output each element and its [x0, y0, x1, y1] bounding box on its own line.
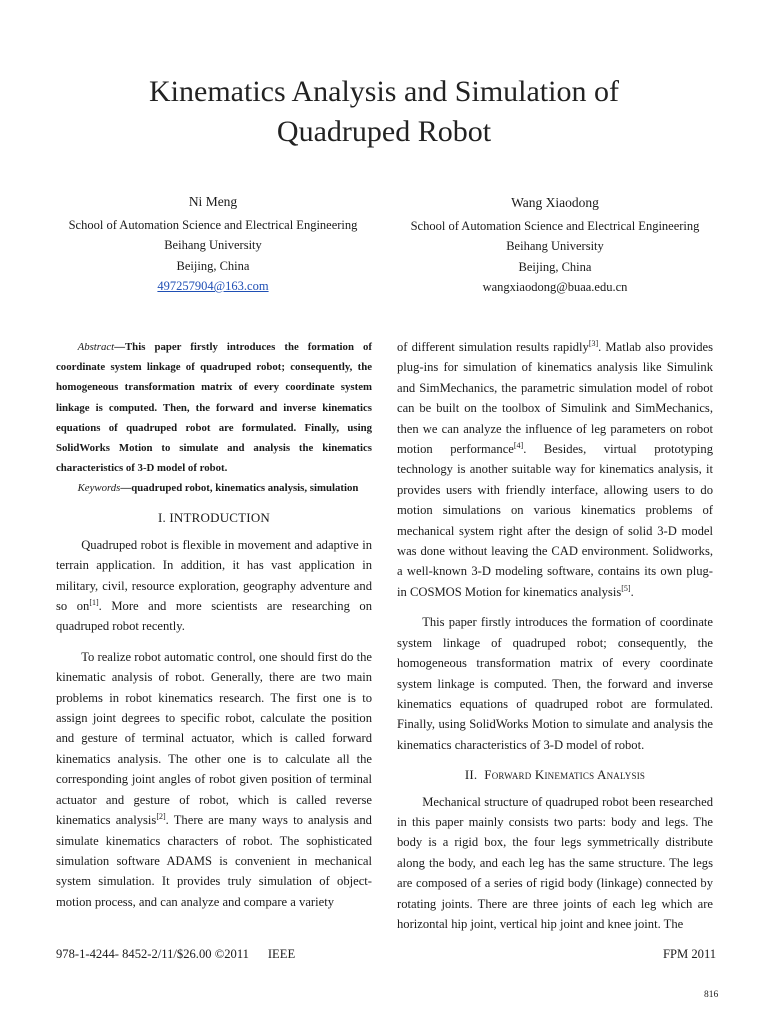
author-email: wangxiaodong@buaa.edu.cn [482, 280, 628, 294]
citation-ref: [3] [588, 338, 599, 348]
abstract-dash: — [114, 341, 125, 353]
citation-ref: [4] [513, 440, 524, 450]
paragraph-intro-4: This paper firstly introduces the formation of coordinate system linkage of quadruped robot; consequently, the homogeneous transformation matrix of every coordinate system linkage is computed. Then, the forward and inverse kinematics equations of quadruped robot are formulated. Finally, using SolidWorks Motion to simulate and analysis the kinematics characteristics of 3-D model of robot. [397, 615, 713, 752]
text-run: . Matlab also provides plug-ins for simulation of kinematics analysis like Simulink and SimMechanics, the parametric simulation model of robot can be built on the toolbox of Simulink and SimMechanics, then we can analyze the influence of leg parameters on robot motion performance [397, 340, 713, 457]
abstract-lead: Abstract [77, 341, 115, 353]
citation-ref: [1] [89, 597, 99, 607]
section-number: II. [464, 767, 478, 783]
paper-title [0, 72, 768, 152]
author-location: Beijing, China [518, 259, 592, 274]
citation-ref: [2] [156, 811, 166, 821]
paragraph-intro-2 [56, 647, 372, 912]
abstract-text: This paper firstly introduces the formation of coordinate system linkage of quadruped robot; consequently, the homogeneous transformation matrix of every coordinate system linkage is computed. Then, the forward and inverse kinematics equations of quadruped robot are formulated. Finally, using SolidWorks Motion to simulate and analysis the kinematics characteristics of 3-D model of robot. [56, 341, 372, 475]
author-affiliation: School of Automation Science and Electrical Engineering [410, 218, 700, 233]
keywords-text: quadruped robot, kinematics analysis, simulation [131, 482, 359, 495]
author-name: Ni Meng [188, 194, 238, 209]
footer-copyright: 978-1-4244- 8452-2/11/$26.00 ©2011 IEEE [56, 947, 296, 961]
author-affiliation: School of Automation Science and Electrical Engineering [68, 217, 358, 232]
page-number: 816 [704, 990, 719, 1000]
text-run: . More and more scientists are researching on quadruped robot recently. [56, 599, 372, 634]
text-run: . There are many ways to analysis and simulate kinematics characters of robot. The sophisticated simulation software ADAMS is convenient in mechanical system simulation. It provides truly simulation of object-motion process, and can analyze and compare a variety [56, 813, 372, 909]
citation-ref: [5] [621, 583, 631, 593]
author-block-2 [394, 193, 716, 298]
author-university: Beihang University [164, 238, 262, 252]
section-title: Forward Kinematics Analysis [484, 767, 646, 783]
text-run: . Besides, virtual prototyping technology is another suitable way for kinematics analysis, it provides users with friendly interface, allowing users to do motion simulations on various kinematics problems of mechanical system right after the design of solid 3-D model was done without leaving the CAD environment. Solidworks, a well-known 3-D modeling software, contains its own plug-in COSMOS Motion for kinematics analysis [397, 442, 713, 599]
paragraph-intro-3 [397, 337, 713, 602]
text-run: Quadruped robot is flexible in movement and adaptive in terrain application. In addition, it has vast application in military, civil, resource exploration, geography adventure and so on [56, 537, 372, 614]
paragraph-intro-1 [56, 535, 372, 637]
author-university: Beihang University [506, 239, 604, 253]
section-heading-forward-kinematics [397, 765, 713, 785]
author-location: Beijing, China [176, 258, 250, 273]
left-column [56, 337, 372, 912]
paragraph-section2-1: Mechanical structure of quadruped robot been researched in this paper mainly consists two parts: body and legs. The body is a rigid box, the four legs symmetrically distribute along the body, and each leg has the same structure. The legs are composed of a series of rigid body (linkage) connected by rotating joints. There are three joints of each leg which are horizontal hip joint, vertical hip joint and knee joint. The [397, 794, 713, 931]
right-column [397, 337, 713, 934]
author-name: Wang Xiaodong [511, 195, 599, 210]
title-line-2: Quadruped Robot [276, 115, 492, 148]
abstract [56, 337, 372, 478]
text-run: To realize robot automatic control, one should first do the kinematic analysis of robot. Generally, there are two main problems in robot kinematics research. The first one is to assign joint degrees to specific robot, calculate the position and gesture of terminal actuator, which is called forward kinematics analysis. The other one is to calculate all the corresponding joint angles of robot given position of terminal actuator and gesture of robot, which is called reverse kinematics analysis [56, 649, 372, 828]
keywords [56, 478, 372, 498]
author-block-1 [52, 192, 374, 297]
title-line-1: Kinematics Analysis and Simulation of [149, 75, 619, 108]
author-email-link[interactable]: 497257904@163.com [157, 279, 269, 293]
keywords-dash: — [120, 482, 132, 495]
section-heading-introduction: I. INTRODUCTION [157, 510, 271, 526]
text-run: . [630, 584, 634, 599]
text-run: of different simulation results rapidly [397, 340, 589, 354]
footer-conference: FPM 2011 [663, 947, 717, 961]
keywords-lead: Keywords [77, 482, 121, 495]
